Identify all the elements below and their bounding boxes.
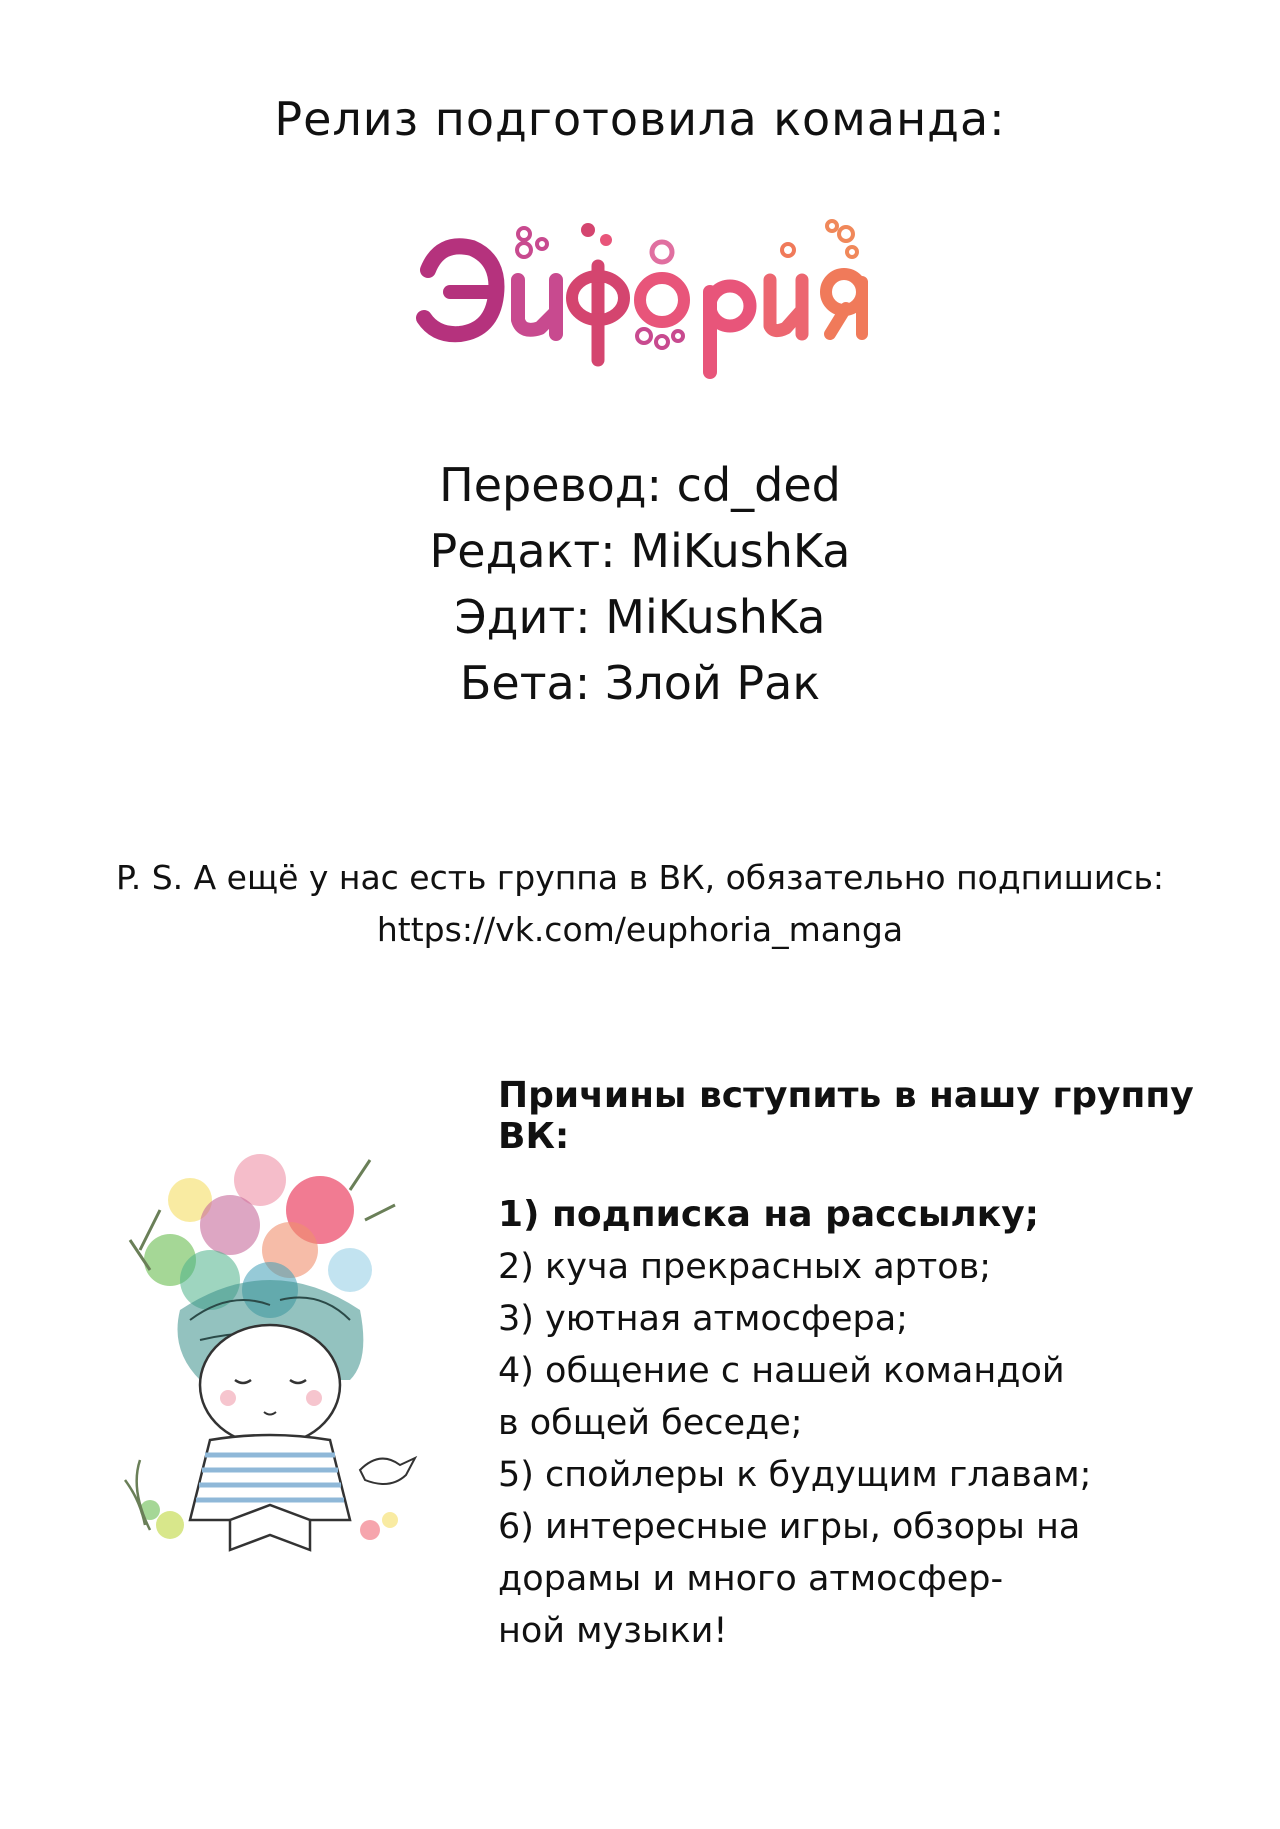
list-item: дорамы и много атмосфер-: [498, 1559, 1004, 1599]
reasons-block: [498, 1075, 1258, 1657]
list-item: 2) куча прекрасных артов;: [498, 1247, 992, 1287]
release-header: Релиз подготовила команда:: [274, 92, 1006, 146]
credit-edit: Эдит: MiKushKa: [454, 590, 826, 644]
list-item: 5) спойлеры к будущим главам;: [498, 1455, 1092, 1495]
credits-block: [0, 452, 1280, 716]
list-item: 4) общение с нашей командой: [498, 1351, 1065, 1391]
list-item: 3) уютная атмосфера;: [498, 1299, 908, 1339]
vk-link[interactable]: https://vk.com/euphoria_manga: [376, 910, 904, 949]
list-item: ной музыки!: [498, 1611, 728, 1651]
credit-beta: Бета: Злой Рак: [459, 656, 821, 710]
list-item: 6) интересные игры, обзоры на: [498, 1507, 1081, 1547]
credit-redact: Редакт: MiKushKa: [429, 524, 851, 578]
euphoria-logo: [400, 200, 880, 380]
girl-with-flowers-illustration: [110, 1130, 430, 1570]
ps-note: [0, 852, 1280, 956]
list-item: 1) подписка на рассылку;: [498, 1194, 1040, 1235]
list-item: в общей беседе;: [498, 1403, 803, 1443]
reasons-title: Причины вступить в нашу группу ВК:: [498, 1075, 1194, 1157]
reasons-list: [498, 1189, 1258, 1657]
ps-text: P. S. А ещё у нас есть группа в ВК, обязательно подпишись:: [115, 858, 1165, 897]
credit-translation: Перевод: cd_ded: [439, 458, 841, 512]
